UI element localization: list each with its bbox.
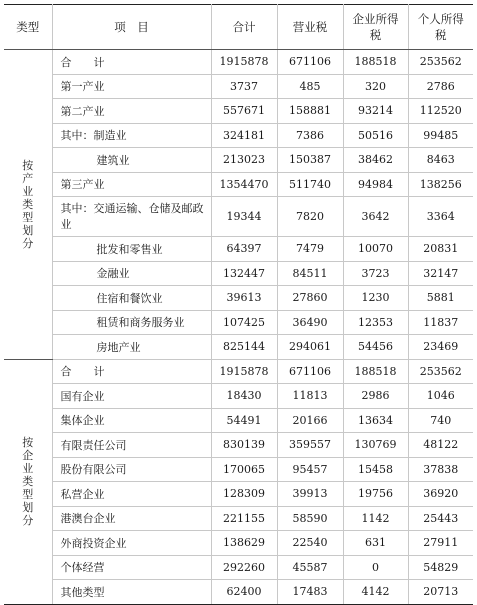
header-business-tax: 营业税: [277, 5, 343, 50]
item-name-cell: 批发和零售业: [52, 237, 211, 262]
table-row: [4, 74, 473, 99]
personal-income-tax-cell: 138256: [408, 172, 473, 197]
enterprise-income-tax-cell: 0: [343, 555, 408, 580]
enterprise-income-tax-cell: 631: [343, 531, 408, 556]
total-cell: 1915878: [211, 50, 277, 75]
enterprise-income-tax-cell: 13634: [343, 408, 408, 433]
header-type: 类型: [4, 5, 52, 50]
personal-income-tax-cell: 3364: [408, 197, 473, 237]
table-row: [4, 197, 473, 237]
category-label: 按产业类型划分: [22, 158, 34, 250]
enterprise-income-tax-cell: 1142: [343, 506, 408, 531]
personal-income-tax-cell: 1046: [408, 384, 473, 409]
enterprise-income-tax-cell: 2986: [343, 384, 408, 409]
enterprise-income-tax-cell: 94984: [343, 172, 408, 197]
personal-income-tax-cell: 32147: [408, 261, 473, 286]
header-row: [4, 5, 473, 50]
enterprise-income-tax-cell: 320: [343, 74, 408, 99]
total-cell: 1915878: [211, 359, 277, 384]
total-cell: 128309: [211, 482, 277, 507]
enterprise-income-tax-cell: 4142: [343, 580, 408, 605]
table-row: [4, 237, 473, 262]
total-cell: 1354470: [211, 172, 277, 197]
enterprise-income-tax-cell: 10070: [343, 237, 408, 262]
total-cell: 18430: [211, 384, 277, 409]
total-cell: 221155: [211, 506, 277, 531]
table-row: [4, 506, 473, 531]
business-tax-cell: 671106: [277, 50, 343, 75]
category-label: 按企业类型划分: [22, 436, 34, 527]
category-cell: [4, 50, 52, 360]
business-tax-cell: 150387: [277, 148, 343, 173]
item-name-cell: 港澳台企业: [52, 506, 211, 531]
item-name-cell: 其他类型: [52, 580, 211, 605]
enterprise-income-tax-cell: 3642: [343, 197, 408, 237]
table-row: [4, 261, 473, 286]
personal-income-tax-cell: 48122: [408, 433, 473, 458]
item-name-cell: 其中：交通运输、仓储及邮政业: [52, 197, 211, 237]
item-name-cell: 个体经营: [52, 555, 211, 580]
enterprise-income-tax-cell: 50516: [343, 123, 408, 148]
enterprise-income-tax-cell: 38462: [343, 148, 408, 173]
enterprise-income-tax-cell: 93214: [343, 99, 408, 124]
item-name-cell: 第三产业: [52, 172, 211, 197]
personal-income-tax-cell: 740: [408, 408, 473, 433]
personal-income-tax-cell: 5881: [408, 286, 473, 311]
business-tax-cell: 158881: [277, 99, 343, 124]
table-row: [4, 310, 473, 335]
personal-income-tax-cell: 11837: [408, 310, 473, 335]
enterprise-income-tax-cell: 54456: [343, 335, 408, 360]
table-row: [4, 123, 473, 148]
business-tax-cell: 485: [277, 74, 343, 99]
total-cell: 132447: [211, 261, 277, 286]
table-row: [4, 359, 473, 384]
business-tax-cell: 84511: [277, 261, 343, 286]
personal-income-tax-cell: 27911: [408, 531, 473, 556]
personal-income-tax-cell: 2786: [408, 74, 473, 99]
table-row: [4, 172, 473, 197]
business-tax-cell: 7386: [277, 123, 343, 148]
table-row: [4, 384, 473, 409]
item-name-cell: 第二产业: [52, 99, 211, 124]
enterprise-income-tax-cell: 12353: [343, 310, 408, 335]
tax-statistics-table: [4, 4, 473, 605]
total-cell: 54491: [211, 408, 277, 433]
personal-income-tax-cell: 54829: [408, 555, 473, 580]
enterprise-income-tax-cell: 3723: [343, 261, 408, 286]
business-tax-cell: 45587: [277, 555, 343, 580]
total-cell: 324181: [211, 123, 277, 148]
item-name-cell: 金融业: [52, 261, 211, 286]
business-tax-cell: 58590: [277, 506, 343, 531]
personal-income-tax-cell: 20831: [408, 237, 473, 262]
business-tax-cell: 671106: [277, 359, 343, 384]
table-row: [4, 555, 473, 580]
total-cell: 292260: [211, 555, 277, 580]
enterprise-income-tax-cell: 15458: [343, 457, 408, 482]
item-name-cell: 合 计: [52, 359, 211, 384]
item-name-cell: 有限责任公司: [52, 433, 211, 458]
enterprise-income-tax-cell: 1230: [343, 286, 408, 311]
business-tax-cell: 39913: [277, 482, 343, 507]
item-name-cell: 集体企业: [52, 408, 211, 433]
total-cell: 825144: [211, 335, 277, 360]
business-tax-cell: 36490: [277, 310, 343, 335]
personal-income-tax-cell: 112520: [408, 99, 473, 124]
table-row: [4, 482, 473, 507]
enterprise-income-tax-cell: 188518: [343, 359, 408, 384]
header-total: 合计: [211, 5, 277, 50]
personal-income-tax-cell: 20713: [408, 580, 473, 605]
business-tax-cell: 95457: [277, 457, 343, 482]
business-tax-cell: 359557: [277, 433, 343, 458]
total-cell: 19344: [211, 197, 277, 237]
total-cell: 107425: [211, 310, 277, 335]
item-name-cell: 第一产业: [52, 74, 211, 99]
table-body: [4, 50, 473, 605]
item-name-cell: 租赁和商务服务业: [52, 310, 211, 335]
table-row: [4, 531, 473, 556]
item-name-cell: 建筑业: [52, 148, 211, 173]
business-tax-cell: 7820: [277, 197, 343, 237]
table-row: [4, 148, 473, 173]
personal-income-tax-cell: 36920: [408, 482, 473, 507]
item-name-cell: 外商投资企业: [52, 531, 211, 556]
total-cell: 830139: [211, 433, 277, 458]
enterprise-income-tax-cell: 188518: [343, 50, 408, 75]
personal-income-tax-cell: 23469: [408, 335, 473, 360]
total-cell: 64397: [211, 237, 277, 262]
personal-income-tax-cell: 253562: [408, 50, 473, 75]
header-item: 项 目: [52, 5, 211, 50]
table-row: [4, 457, 473, 482]
business-tax-cell: 27860: [277, 286, 343, 311]
personal-income-tax-cell: 253562: [408, 359, 473, 384]
item-name-cell: 私营企业: [52, 482, 211, 507]
personal-income-tax-cell: 25443: [408, 506, 473, 531]
table-row: [4, 408, 473, 433]
total-cell: 170065: [211, 457, 277, 482]
item-name-cell: 住宿和餐饮业: [52, 286, 211, 311]
table-row: [4, 335, 473, 360]
category-cell: [4, 359, 52, 604]
header-personal-income-tax: 个人所得税: [408, 5, 473, 50]
header-enterprise-income-tax: 企业所得税: [343, 5, 408, 50]
item-name-cell: 其中：制造业: [52, 123, 211, 148]
total-cell: 3737: [211, 74, 277, 99]
personal-income-tax-cell: 37838: [408, 457, 473, 482]
business-tax-cell: 22540: [277, 531, 343, 556]
business-tax-cell: 294061: [277, 335, 343, 360]
item-name-cell: 国有企业: [52, 384, 211, 409]
personal-income-tax-cell: 8463: [408, 148, 473, 173]
total-cell: 138629: [211, 531, 277, 556]
table-row: [4, 99, 473, 124]
table-row: [4, 580, 473, 605]
personal-income-tax-cell: 99485: [408, 123, 473, 148]
total-cell: 213023: [211, 148, 277, 173]
table-row: [4, 433, 473, 458]
enterprise-income-tax-cell: 19756: [343, 482, 408, 507]
total-cell: 557671: [211, 99, 277, 124]
business-tax-cell: 11813: [277, 384, 343, 409]
item-name-cell: 合 计: [52, 50, 211, 75]
business-tax-cell: 7479: [277, 237, 343, 262]
business-tax-cell: 17483: [277, 580, 343, 605]
business-tax-cell: 511740: [277, 172, 343, 197]
item-name-cell: 股份有限公司: [52, 457, 211, 482]
business-tax-cell: 20166: [277, 408, 343, 433]
table-row: [4, 286, 473, 311]
total-cell: 62400: [211, 580, 277, 605]
enterprise-income-tax-cell: 130769: [343, 433, 408, 458]
table-row: [4, 50, 473, 75]
item-name-cell: 房地产业: [52, 335, 211, 360]
total-cell: 39613: [211, 286, 277, 311]
